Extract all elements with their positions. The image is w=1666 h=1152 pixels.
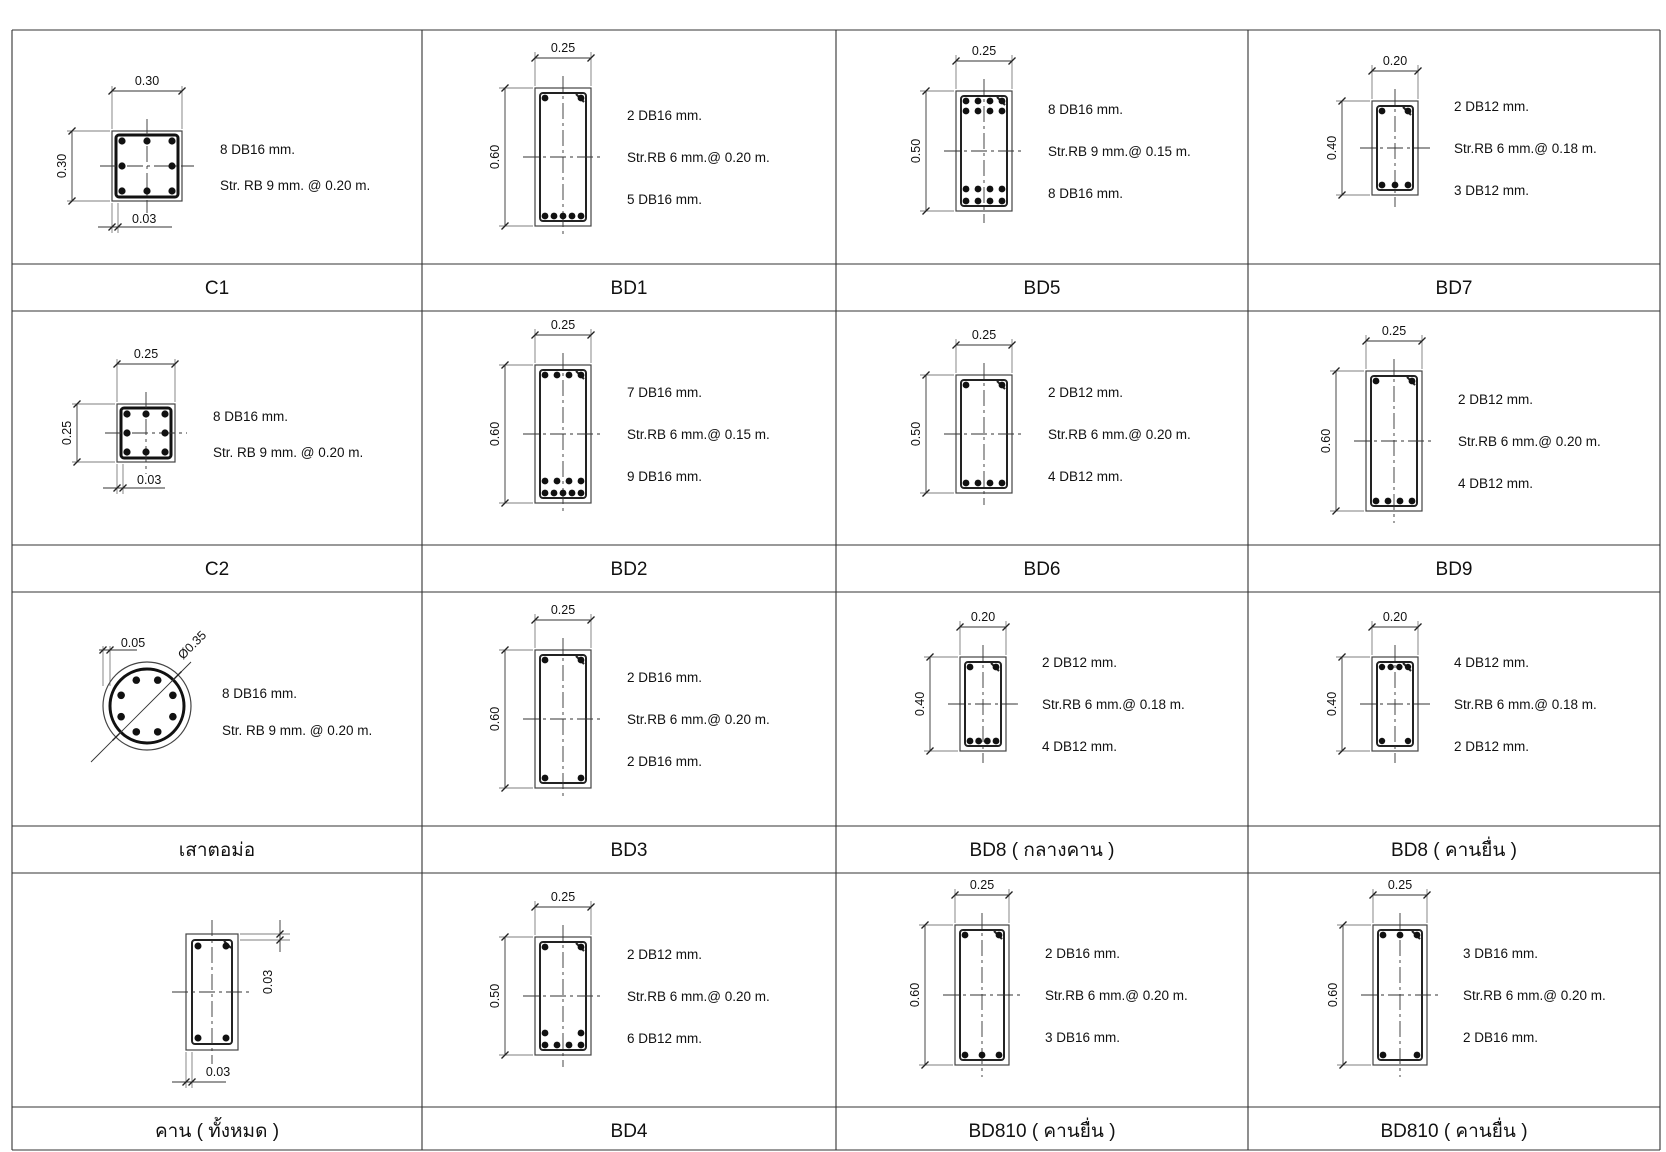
rebar-dot xyxy=(963,108,970,115)
stirrup-spec: Str.RB 6 mm.@ 0.20 m. xyxy=(1458,434,1601,449)
cover-dimension: 0.03 xyxy=(137,473,162,487)
bottom-bar-spec: 5 DB16 mm. xyxy=(627,192,703,207)
rebar-dot xyxy=(154,728,162,736)
rebar-dot xyxy=(1379,108,1386,115)
rebar-dot xyxy=(578,657,585,664)
rebar-dot xyxy=(143,187,150,194)
section-caption: BD6 xyxy=(1023,559,1061,580)
width-dimension: 0.25 xyxy=(969,878,995,892)
width-dimension: 0.25 xyxy=(133,347,159,361)
round-column-section xyxy=(91,646,191,762)
beam-section xyxy=(924,621,1018,763)
section-caption: BD8 ( คานยื่น ) xyxy=(1391,840,1517,861)
rebar-dot xyxy=(123,429,130,436)
rebar-dot xyxy=(1405,738,1411,744)
width-dimension: 0.25 xyxy=(971,328,997,342)
beam-section xyxy=(499,52,603,238)
depth-dimension: 0.40 xyxy=(913,691,927,717)
rebar-dot xyxy=(1373,378,1380,385)
section-caption: C1 xyxy=(204,278,230,299)
rebar-dot xyxy=(578,372,585,379)
rebar-dot xyxy=(560,213,567,220)
rebar-dot xyxy=(161,448,168,455)
column-section xyxy=(67,86,194,233)
section-caption: C2 xyxy=(204,559,230,580)
section-caption: BD8 ( กลางคาน ) xyxy=(969,840,1115,861)
rebar-dot xyxy=(1405,664,1411,670)
rebar-dot xyxy=(993,738,1000,745)
bottom-bar-spec: 2 DB16 mm. xyxy=(1463,1030,1539,1045)
rebar-dot xyxy=(132,728,140,736)
depth-dimension: 0.60 xyxy=(908,982,922,1008)
stirrup-spec: Str. RB 9 mm. @ 0.20 m. xyxy=(220,178,371,193)
rebar-dot xyxy=(975,198,982,205)
section-caption: BD810 ( คานยื่น ) xyxy=(968,1121,1116,1142)
stirrup-spec: Str.RB 6 mm.@ 0.20 m. xyxy=(627,989,770,1004)
rebar-dot xyxy=(168,187,175,194)
width-dimension: 0.25 xyxy=(1381,324,1407,338)
stirrup-spec: Str.RB 6 mm.@ 0.18 m. xyxy=(1454,697,1597,712)
rebar-dot xyxy=(569,213,576,220)
rebar-dot xyxy=(963,480,970,487)
stirrup-spec: Str.RB 6 mm.@ 0.20 m. xyxy=(1048,427,1191,442)
section-caption: BD810 ( คานยื่น ) xyxy=(1380,1121,1528,1142)
rebar-dot xyxy=(560,490,567,497)
rebar-dot xyxy=(999,382,1006,389)
rebar-dot xyxy=(542,657,549,664)
section-caption: เสาตอม่อ xyxy=(178,840,256,861)
section-caption: BD3 xyxy=(610,840,648,861)
width-dimension: 0.25 xyxy=(550,41,576,55)
stirrup-spec: Str.RB 6 mm.@ 0.20 m. xyxy=(1045,988,1188,1003)
width-dimension: 0.20 xyxy=(1382,54,1408,68)
rebar-dot xyxy=(142,410,149,417)
stirrup-spec: Str. RB 9 mm. @ 0.20 m. xyxy=(213,445,364,460)
rebar-dot xyxy=(578,490,585,497)
rebar-dot xyxy=(999,480,1006,487)
rebar-dot xyxy=(1409,378,1416,385)
rebar-dot xyxy=(578,1042,585,1049)
width-dimension: 0.25 xyxy=(971,44,997,58)
depth-dimension: 0.40 xyxy=(1325,691,1339,717)
depth-dimension: 0.50 xyxy=(909,138,923,164)
beam-section xyxy=(499,614,603,800)
stirrup-spec: Str.RB 6 mm.@ 0.18 m. xyxy=(1042,697,1185,712)
rebar-dot xyxy=(168,137,175,144)
main-bar-spec: 8 DB16 mm. xyxy=(220,142,296,157)
bottom-bar-spec: 4 DB12 mm. xyxy=(1048,469,1124,484)
bottom-bar-spec: 3 DB12 mm. xyxy=(1454,183,1530,198)
cover-dimension: 0.05 xyxy=(120,636,146,650)
rebar-dot xyxy=(161,429,168,436)
depth-dimension: 0.30 xyxy=(55,153,69,179)
depth-dimension: 0.50 xyxy=(909,421,923,447)
bottom-bar-spec: 2 DB12 mm. xyxy=(1454,739,1530,754)
rebar-dot xyxy=(975,480,982,487)
rebar-dot xyxy=(223,1035,230,1042)
depth-dimension: 0.40 xyxy=(1325,135,1339,161)
rebar-dot xyxy=(223,943,230,950)
rebar-dot xyxy=(999,98,1006,105)
rebar-dot xyxy=(1397,932,1404,939)
rebar-dot xyxy=(578,775,585,782)
bottom-bar-spec: 2 DB16 mm. xyxy=(627,754,703,769)
rebar-dot xyxy=(963,198,970,205)
side-cover-dimension: 0.03 xyxy=(261,969,275,995)
section-drawings xyxy=(67,52,1439,1088)
rebar-dot xyxy=(542,478,549,485)
rebar-dot xyxy=(1396,664,1402,670)
cover-dimension: 0.03 xyxy=(132,212,157,226)
rebar-dot xyxy=(1380,932,1387,939)
rebar-dot xyxy=(118,137,125,144)
bottom-bar-spec: 3 DB16 mm. xyxy=(1045,1030,1121,1045)
rebar-dot xyxy=(117,691,125,699)
rebar-dot xyxy=(132,676,140,684)
top-bar-spec: 3 DB16 mm. xyxy=(1463,946,1539,961)
top-bar-spec: 2 DB12 mm. xyxy=(1454,99,1530,114)
rebar-dot xyxy=(542,213,549,220)
column-section xyxy=(72,359,187,494)
rebar-dot xyxy=(996,1052,1003,1059)
rebar-dot xyxy=(569,490,576,497)
diameter-dimension: Ø0.35 xyxy=(175,628,210,663)
width-dimension: 0.25 xyxy=(550,603,576,617)
section-caption: BD4 xyxy=(610,1121,648,1142)
rebar-dot xyxy=(975,738,982,745)
main-bar-spec: 8 DB16 mm. xyxy=(213,409,289,424)
rebar-dot xyxy=(996,932,1003,939)
rebar-dot xyxy=(1409,498,1416,505)
stirrup-spec: Str.RB 6 mm.@ 0.20 m. xyxy=(1463,988,1606,1003)
stirrup-spec: Str.RB 6 mm.@ 0.15 m. xyxy=(627,427,770,442)
rebar-dot xyxy=(1405,182,1412,189)
rebar-dot xyxy=(578,1030,585,1037)
top-bar-spec: 4 DB12 mm. xyxy=(1454,655,1530,670)
width-dimension: 0.20 xyxy=(1382,610,1408,624)
width-dimension: 0.25 xyxy=(550,890,576,904)
width-dimension: 0.30 xyxy=(134,74,160,88)
beam-section xyxy=(1330,335,1434,523)
rebar-dot xyxy=(154,676,162,684)
depth-dimension: 0.60 xyxy=(488,421,502,447)
section-caption: BD2 xyxy=(610,559,648,580)
rebar-dot xyxy=(1414,1052,1421,1059)
top-bar-spec: 7 DB16 mm. xyxy=(627,385,703,400)
depth-dimension: 0.60 xyxy=(488,144,502,170)
top-bar-spec: 2 DB12 mm. xyxy=(1458,392,1534,407)
typical-beam-section xyxy=(172,920,290,1088)
rebar-dot xyxy=(979,1052,986,1059)
top-bar-spec: 2 DB12 mm. xyxy=(1042,655,1118,670)
rebar-dot xyxy=(963,98,970,105)
rebar-dot xyxy=(578,95,585,102)
rebar-dot xyxy=(999,198,1006,205)
bottom-bar-spec: 9 DB16 mm. xyxy=(627,469,703,484)
width-dimension: 0.20 xyxy=(970,610,996,624)
bottom-bar-spec: 4 DB12 mm. xyxy=(1042,739,1118,754)
rebar-dot xyxy=(999,186,1006,193)
bottom-bar-spec: 6 DB12 mm. xyxy=(627,1031,703,1046)
depth-dimension: 0.50 xyxy=(488,983,502,1009)
rebar-dot xyxy=(542,490,549,497)
rebar-dot xyxy=(566,478,573,485)
rebar-dot xyxy=(118,162,125,169)
beam-section xyxy=(920,339,1024,505)
top-bar-spec: 8 DB16 mm. xyxy=(1048,102,1124,117)
rebar-dot xyxy=(963,186,970,193)
section-caption: BD7 xyxy=(1435,278,1473,299)
rebar-dot xyxy=(169,713,177,721)
depth-dimension: 0.60 xyxy=(1326,982,1340,1008)
rebar-dot xyxy=(1397,498,1404,505)
rebar-dot xyxy=(142,448,149,455)
rebar-dot xyxy=(195,1035,202,1042)
rebar-dot xyxy=(554,478,561,485)
rebar-dot xyxy=(161,410,168,417)
rebar-dot xyxy=(542,1042,549,1049)
rebar-dot xyxy=(987,186,994,193)
width-dimension: 0.25 xyxy=(550,318,576,332)
depth-dimension: 0.60 xyxy=(488,706,502,732)
rebar-dot xyxy=(987,98,994,105)
rebar-dot xyxy=(123,410,130,417)
rebar-dot xyxy=(554,372,561,379)
rebar-dot xyxy=(1379,738,1385,744)
rebar-dot xyxy=(962,932,969,939)
stirrup-spec: Str.RB 9 mm.@ 0.15 m. xyxy=(1048,144,1191,159)
depth-dimension: 0.25 xyxy=(60,420,74,446)
rebar-dot xyxy=(578,213,585,220)
bottom-bar-spec: 4 DB12 mm. xyxy=(1458,476,1534,491)
rebar-dot xyxy=(117,713,125,721)
beam-section xyxy=(919,889,1021,1077)
rebar-dot xyxy=(963,382,970,389)
rebar-dot xyxy=(1414,932,1421,939)
rebar-dot xyxy=(168,162,175,169)
rebar-dot xyxy=(1373,498,1380,505)
section-caption: BD5 xyxy=(1023,278,1061,299)
rebar-dot xyxy=(967,738,974,745)
rebar-dot xyxy=(1379,664,1385,670)
rebar-dot xyxy=(1392,182,1399,189)
rebar-dot xyxy=(143,137,150,144)
schedule-grid xyxy=(12,30,1660,1150)
beam-section xyxy=(1336,65,1430,207)
beam-section xyxy=(499,329,603,515)
rebar-dot xyxy=(551,490,558,497)
rebar-dot xyxy=(542,775,549,782)
beam-section xyxy=(1337,889,1439,1077)
top-bar-spec: 2 DB16 mm. xyxy=(1045,946,1121,961)
rebar-dot xyxy=(1385,498,1392,505)
rebar-dot xyxy=(993,664,1000,671)
rebar-dot xyxy=(551,213,558,220)
rebar-dot xyxy=(169,691,177,699)
rebar-dot xyxy=(987,480,994,487)
rebar-dot xyxy=(984,738,991,745)
top-bar-spec: 2 DB16 mm. xyxy=(627,670,703,685)
bottom-cover-dimension: 0.03 xyxy=(205,1065,231,1079)
rebar-dot xyxy=(118,187,125,194)
beam-section xyxy=(1336,621,1430,763)
rebar-dot xyxy=(542,95,549,102)
rebar-dot xyxy=(999,108,1006,115)
rebar-dot xyxy=(566,1042,573,1049)
rebar-dot xyxy=(975,186,982,193)
rebar-dot xyxy=(1387,664,1393,670)
rebar-dot xyxy=(542,372,549,379)
section-caption: BD9 xyxy=(1435,559,1473,580)
rebar-dot xyxy=(967,664,974,671)
bottom-bar-spec: 8 DB16 mm. xyxy=(1048,186,1124,201)
beam-section xyxy=(499,901,603,1067)
rebar-dot xyxy=(542,944,549,951)
top-bar-spec: 2 DB16 mm. xyxy=(627,108,703,123)
rebar-dot xyxy=(578,478,585,485)
stirrup-spec: Str.RB 6 mm.@ 0.20 m. xyxy=(627,712,770,727)
rebar-dot xyxy=(554,1042,561,1049)
rebar-dot xyxy=(975,98,982,105)
rebar-dot xyxy=(1379,182,1386,189)
rebar-dot xyxy=(195,943,202,950)
rebar-dot xyxy=(962,1052,969,1059)
top-bar-spec: 2 DB12 mm. xyxy=(1048,385,1124,400)
width-dimension: 0.25 xyxy=(1387,878,1413,892)
section-caption: BD1 xyxy=(610,278,648,299)
main-bar-spec: 8 DB16 mm. xyxy=(222,686,298,701)
rebar-dot xyxy=(987,198,994,205)
rebar-dot xyxy=(975,108,982,115)
rebar-dot xyxy=(1405,108,1412,115)
beam-section xyxy=(920,55,1024,223)
rebar-dot xyxy=(987,108,994,115)
depth-dimension: 0.60 xyxy=(1319,428,1333,454)
rebar-dot xyxy=(566,372,573,379)
section-caption: คาน ( ทั้งหมด ) xyxy=(154,1121,280,1142)
top-bar-spec: 2 DB12 mm. xyxy=(627,947,703,962)
stirrup-spec: Str. RB 9 mm. @ 0.20 m. xyxy=(222,723,373,738)
rebar-dot xyxy=(578,944,585,951)
rebar-dot xyxy=(1380,1052,1387,1059)
stirrup-spec: Str.RB 6 mm.@ 0.18 m. xyxy=(1454,141,1597,156)
stirrup-spec: Str.RB 6 mm.@ 0.20 m. xyxy=(627,150,770,165)
rebar-dot xyxy=(542,1030,549,1037)
rebar-dot xyxy=(123,448,130,455)
